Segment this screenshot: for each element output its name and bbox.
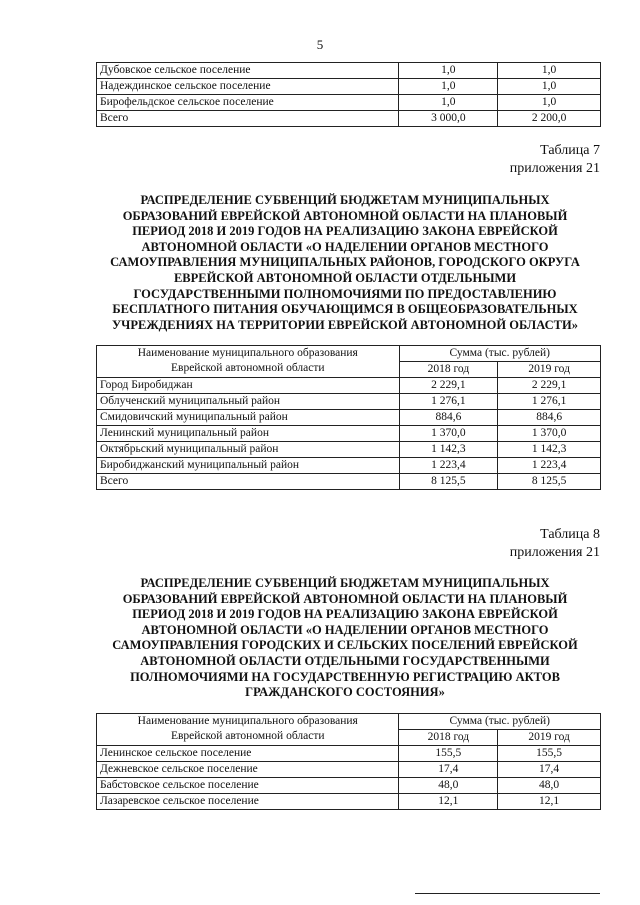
row-2018-cell: 8 125,5: [399, 474, 498, 490]
table8-header-2019: 2019 год: [498, 730, 601, 746]
row-2018-cell: 884,6: [399, 410, 498, 426]
row-2019-cell: 1,0: [498, 63, 601, 79]
table-row: [97, 458, 601, 474]
row-2019-cell: 1 223,4: [498, 458, 601, 474]
heading-line: ЕВРЕЙСКОЙ АВТОНОМНОЙ ОБЛАСТИ ОТДЕЛЬНЫМИ: [173, 270, 517, 285]
table8-header-sum: Сумма (тыс. рублей): [399, 714, 601, 730]
row-2019-cell: 1,0: [498, 79, 601, 95]
table7-header-name-line1: Наименование муниципального образования: [137, 347, 358, 359]
heading-line: ОБРАЗОВАНИЙ ЕВРЕЙСКОЙ АВТОНОМНОЙ ОБЛАСТИ НА ПЛАНОВЫЙ: [122, 208, 568, 223]
row-name-cell: Город Биробиджан: [97, 378, 400, 394]
row-2019-cell: 155,5: [498, 746, 601, 762]
row-2018-cell: 3 000,0: [399, 111, 498, 127]
row-2018-cell: 1 370,0: [399, 426, 498, 442]
row-2019-cell: 1 276,1: [498, 394, 601, 410]
table7-header-2018: 2018 год: [399, 362, 498, 378]
table-row: [97, 63, 601, 79]
table8-header-name: [97, 714, 399, 746]
heading-line: БЕСПЛАТНОГО ПИТАНИЯ ОБУЧАЮЩИМСЯ В ОБЩЕОБРАЗОВАТЕЛЬНЫХ: [112, 302, 578, 317]
row-name-cell: Облученский муниципальный район: [97, 394, 400, 410]
table7-header-name: [97, 346, 400, 378]
table-row: [97, 426, 601, 442]
row-name-cell: Бирофельдское сельское поселение: [97, 95, 399, 111]
heading-line: ПОЛНОМОЧИЯМИ НА ГОСУДАРСТВЕННУЮ РЕГИСТРАЦИЮ АКТОВ: [130, 669, 560, 684]
row-name-cell: Смидовичский муниципальный район: [97, 410, 400, 426]
row-2019-cell: 8 125,5: [498, 474, 601, 490]
heading-line: АВТОНОМНОЙ ОБЛАСТИ «О НАДЕЛЕНИИ ОРГАНОВ МЕСТНОГО: [141, 239, 549, 254]
row-name-cell: Ленинское сельское поселение: [97, 746, 399, 762]
table-continuation-body: [97, 63, 601, 127]
table-continuation: [96, 62, 601, 127]
row-name-cell: Всего: [97, 474, 400, 490]
heading-line: ПЕРИОД 2018 И 2019 ГОДОВ НА РЕАЛИЗАЦИЮ ЗАКОНА ЕВРЕЙСКОЙ: [132, 224, 558, 239]
row-name-cell: Октябрьский муниципальный район: [97, 442, 400, 458]
table7-heading: [95, 193, 595, 333]
row-2018-cell: 12,1: [399, 794, 498, 810]
table-row: [97, 474, 601, 490]
row-2018-cell: 1,0: [399, 63, 498, 79]
table-row: [97, 410, 601, 426]
table8: [96, 713, 601, 810]
row-2018-cell: 17,4: [399, 762, 498, 778]
heading-line: ГРАЖДАНСКОГО СОСТОЯНИЯ»: [245, 685, 445, 700]
row-2018-cell: 1 276,1: [399, 394, 498, 410]
table8-header-name-line1: Наименование муниципального образования: [137, 715, 358, 727]
table8-body: [97, 746, 601, 810]
heading-line: ПЕРИОД 2018 И 2019 ГОДОВ НА РЕАЛИЗАЦИЮ ЗАКОНА ЕВРЕЙСКОЙ: [132, 607, 558, 622]
row-2018-cell: 48,0: [399, 778, 498, 794]
heading-line: РАСПРЕДЕЛЕНИЕ СУБВЕНЦИЙ БЮДЖЕТАМ МУНИЦИПАЛЬНЫХ: [140, 576, 550, 590]
heading-line: ГОСУДАРСТВЕННЫМИ ПОЛНОМОЧИЯМИ ПО ПРЕДОСТАВЛЕНИЮ: [133, 286, 557, 301]
table-row: [97, 778, 601, 794]
row-name-cell: Дубовское сельское поселение: [97, 63, 399, 79]
row-name-cell: Бабстовское сельское поселение: [97, 778, 399, 794]
table-row: [97, 394, 601, 410]
row-2019-cell: 17,4: [498, 762, 601, 778]
row-name-cell: Надеждинское сельское поселение: [97, 79, 399, 95]
table8-label-line1: Таблица 8: [540, 527, 600, 542]
row-2019-cell: 884,6: [498, 410, 601, 426]
table8-header-name-line2: Еврейской автономной области: [170, 730, 325, 742]
table8-header-2018: 2018 год: [399, 730, 498, 746]
row-2019-cell: 1,0: [498, 95, 601, 111]
row-2018-cell: 1 223,4: [399, 458, 498, 474]
row-2019-cell: 1 142,3: [498, 442, 601, 458]
row-2019-cell: 12,1: [498, 794, 601, 810]
heading-line: ОБРАЗОВАНИЙ ЕВРЕЙСКОЙ АВТОНОМНОЙ ОБЛАСТИ НА ПЛАНОВЫЙ: [122, 591, 568, 606]
row-2019-cell: 48,0: [498, 778, 601, 794]
table7-label: [510, 142, 600, 178]
heading-line: САМОУПРАВЛЕНИЯ ГОРОДСКИХ И СЕЛЬСКИХ ПОСЕЛЕНИЙ ЕВРЕЙСКОЙ: [112, 638, 578, 653]
table-row: [97, 746, 601, 762]
row-2018-cell: 1 142,3: [399, 442, 498, 458]
table-row: [97, 442, 601, 458]
row-2018-cell: 1,0: [399, 79, 498, 95]
footer-rule: [415, 893, 600, 894]
row-name-cell: Всего: [97, 111, 399, 127]
row-2018-cell: 155,5: [399, 746, 498, 762]
heading-line: АВТОНОМНОЙ ОБЛАСТИ «О НАДЕЛЕНИИ ОРГАНОВ МЕСТНОГО: [141, 622, 549, 637]
table7: [96, 345, 601, 490]
row-2019-cell: 1 370,0: [498, 426, 601, 442]
row-name-cell: Биробиджанский муниципальный район: [97, 458, 400, 474]
row-2018-cell: 2 229,1: [399, 378, 498, 394]
table-row: [97, 378, 601, 394]
row-name-cell: Лазаревское сельское поселение: [97, 794, 399, 810]
table8-heading: [95, 576, 595, 701]
row-2018-cell: 1,0: [399, 95, 498, 111]
table7-header-name-line2: Еврейской автономной области: [170, 362, 325, 374]
table7-label-line2: приложения 21: [509, 161, 600, 176]
table7-body: [97, 378, 601, 490]
page-number: 5: [316, 37, 324, 52]
row-name-cell: Дежневское сельское поселение: [97, 762, 399, 778]
table-row: [97, 111, 601, 127]
table-row: [97, 79, 601, 95]
heading-line: САМОУПРАВЛЕНИЯ МУНИЦИПАЛЬНЫХ РАЙОНОВ, ГОРОДСКОГО ОКРУГА: [110, 255, 580, 270]
heading-line: АВТОНОМНОЙ ОБЛАСТИ ОТДЕЛЬНЫМИ ГОСУДАРСТВЕННЫМИ: [140, 653, 550, 668]
table-row: [97, 762, 601, 778]
table8-label: [510, 526, 600, 562]
table7-header-sum: Сумма (тыс. рублей): [399, 346, 600, 362]
table7-header-2019: 2019 год: [498, 362, 601, 378]
heading-line: РАСПРЕДЕЛЕНИЕ СУБВЕНЦИЙ БЮДЖЕТАМ МУНИЦИПАЛЬНЫХ: [140, 193, 550, 207]
table-row: [97, 794, 601, 810]
table-row: [97, 95, 601, 111]
row-2019-cell: 2 200,0: [498, 111, 601, 127]
heading-line: УЧРЕЖДЕНИЯХ НА ТЕРРИТОРИИ ЕВРЕЙСКОЙ АВТОНОМНОЙ ОБЛАСТИ»: [112, 317, 578, 332]
table7-label-line1: Таблица 7: [540, 143, 600, 158]
row-2019-cell: 2 229,1: [498, 378, 601, 394]
row-name-cell: Ленинский муниципальный район: [97, 426, 400, 442]
table8-label-line2: приложения 21: [509, 545, 600, 560]
